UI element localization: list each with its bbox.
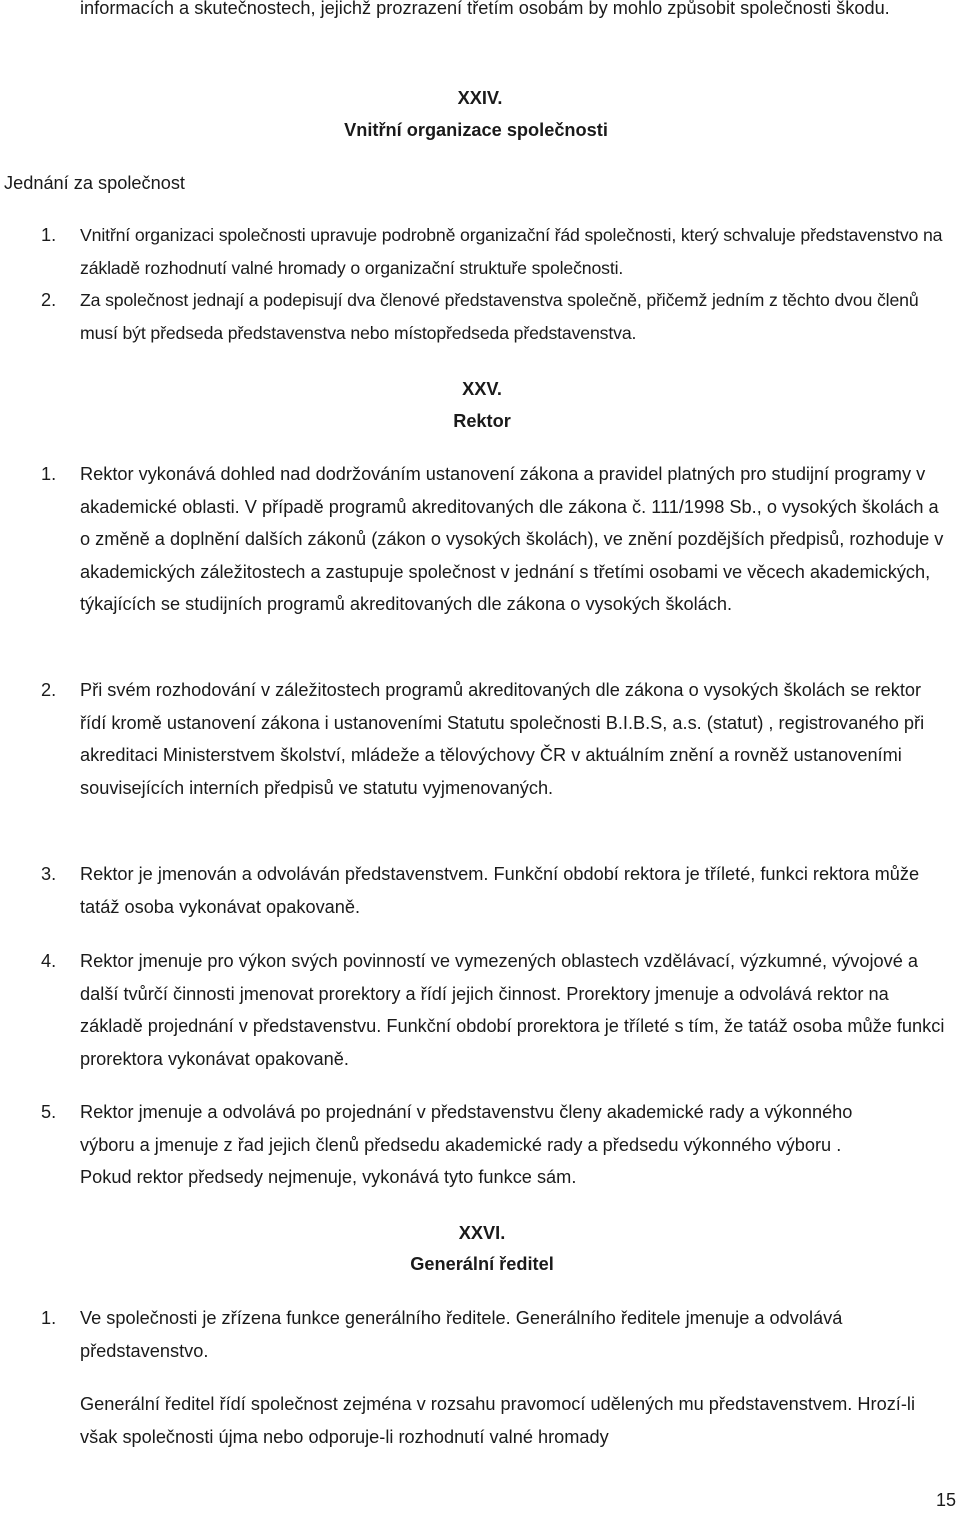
section-26-item-1-text: Ve společnosti je zřízena funkce generálního ředitele. Generálního ředitele jmenuje a odvolává představenstvo. — [80, 1308, 843, 1361]
section-25-item-2-number: 2. — [41, 680, 57, 700]
section-24-item-2-text: Za společnost jednají a podepisují dva členové představenstva společně, přičemž jedním z těchto dvou členů musí být předseda představenstva nebo místopředseda představenstva. — [80, 290, 919, 343]
section-24-number: XXIV. — [457, 88, 503, 108]
section-25-item-4-number: 4. — [41, 951, 57, 971]
section-26-item-1-number: 1. — [41, 1308, 57, 1328]
section-25-item-5-number: 5. — [41, 1102, 57, 1122]
section-25-item-5-text: Rektor jmenuje a odvolává po projednání v představenstvu členy akademické rady a výkonného výboru a jmenuje z řad jejich členů předsedu akademické rady a předsedu výkonného výboru . Pokud rektor předsedy nejmenuje, vykonává tyto funkce sám. — [80, 1102, 853, 1187]
section-25-title: Rektor — [453, 411, 511, 431]
section-25-item-3-number: 3. — [41, 864, 57, 884]
section-24-item-2-number: 2. — [41, 290, 57, 310]
section-25-item-1-number: 1. — [41, 464, 57, 484]
section-25-item-4-text: Rektor jmenuje pro výkon svých povinností ve vymezených oblastech vzdělávací, výzkumné, vývojové a další tvůrčí činnosti jmenovat prorektory a řídí jejich činnost. Prorektory jmenuje a odvolává rektor na základě projednání v představenstvu. Funkční období prorektora je tříleté s tím, že tatáž osoba může funkci prorektora vykonávat opakovaně. — [80, 951, 945, 1069]
section-25-item-1-text: Rektor vykonává dohled nad dodržováním ustanovení zákona a pravidel platných pro studijní programy v akademické oblasti. V případě programů akreditovaných dle zákona č. 111/1998 Sb., o vysokých školách a o změně a doplnění dalších zákonů (zákon o vysokých školách), ve znění pozdějších předpisů, rozhoduje v akademických záležitostech a zastupuje společnost v jednání s třetími osobami ve věcech akademických, týkajících se studijních programů akreditovaných dle zákona o vysokých školách. — [80, 464, 944, 614]
continuation-paragraph: informacích a skutečnostech, jejichž prozrazení třetím osobám by mohlo způsobit společnosti škodu. — [80, 0, 890, 18]
section-25-number: XXV. — [462, 379, 502, 399]
section-24-item-1-number: 1. — [41, 225, 57, 245]
section-24-title: Vnitřní organizace společnosti — [344, 120, 608, 140]
section-25-item-3-text: Rektor je jmenován a odvoláván představenstvem. Funkční období rektora je tříleté, funkci rektora může tatáž osoba vykonávat opakovaně. — [80, 864, 920, 917]
page-number: 15 — [935, 1490, 956, 1510]
section-25-item-2-text: Při svém rozhodování v záležitostech programů akreditovaných dle zákona o vysokých školách se rektor řídí kromě ustanovení zákona i ustanoveními Statutu společnosti B.I.B.S, a.s. (statut) , registrovaného při akreditaci Ministerstvem školství, mládeže a tělovýchovy ČR v aktuálním znění a rovněž ustanoveními souvisejících interních předpisů ve statutu vyjmenovaných. — [80, 680, 925, 798]
section-26-number: XXVI. — [458, 1223, 506, 1243]
section-26-paragraph: Generální ředitel řídí společnost zejména v rozsahu pravomocí udělených mu představenstvem. Hrozí-li však společnosti újma nebo odporuje-li rozhodnutí valné hromady — [80, 1394, 915, 1447]
section-26-title: Generální ředitel — [410, 1254, 554, 1274]
side-label-jednani: Jednání za společnost — [4, 173, 185, 193]
section-24-item-1-text: Vnitřní organizaci společnosti upravuje podrobně organizační řád společnosti, který schvaluje představenstvo na základě rozhodnutí valné hromady o organizační struktuře společnosti. — [80, 225, 943, 278]
